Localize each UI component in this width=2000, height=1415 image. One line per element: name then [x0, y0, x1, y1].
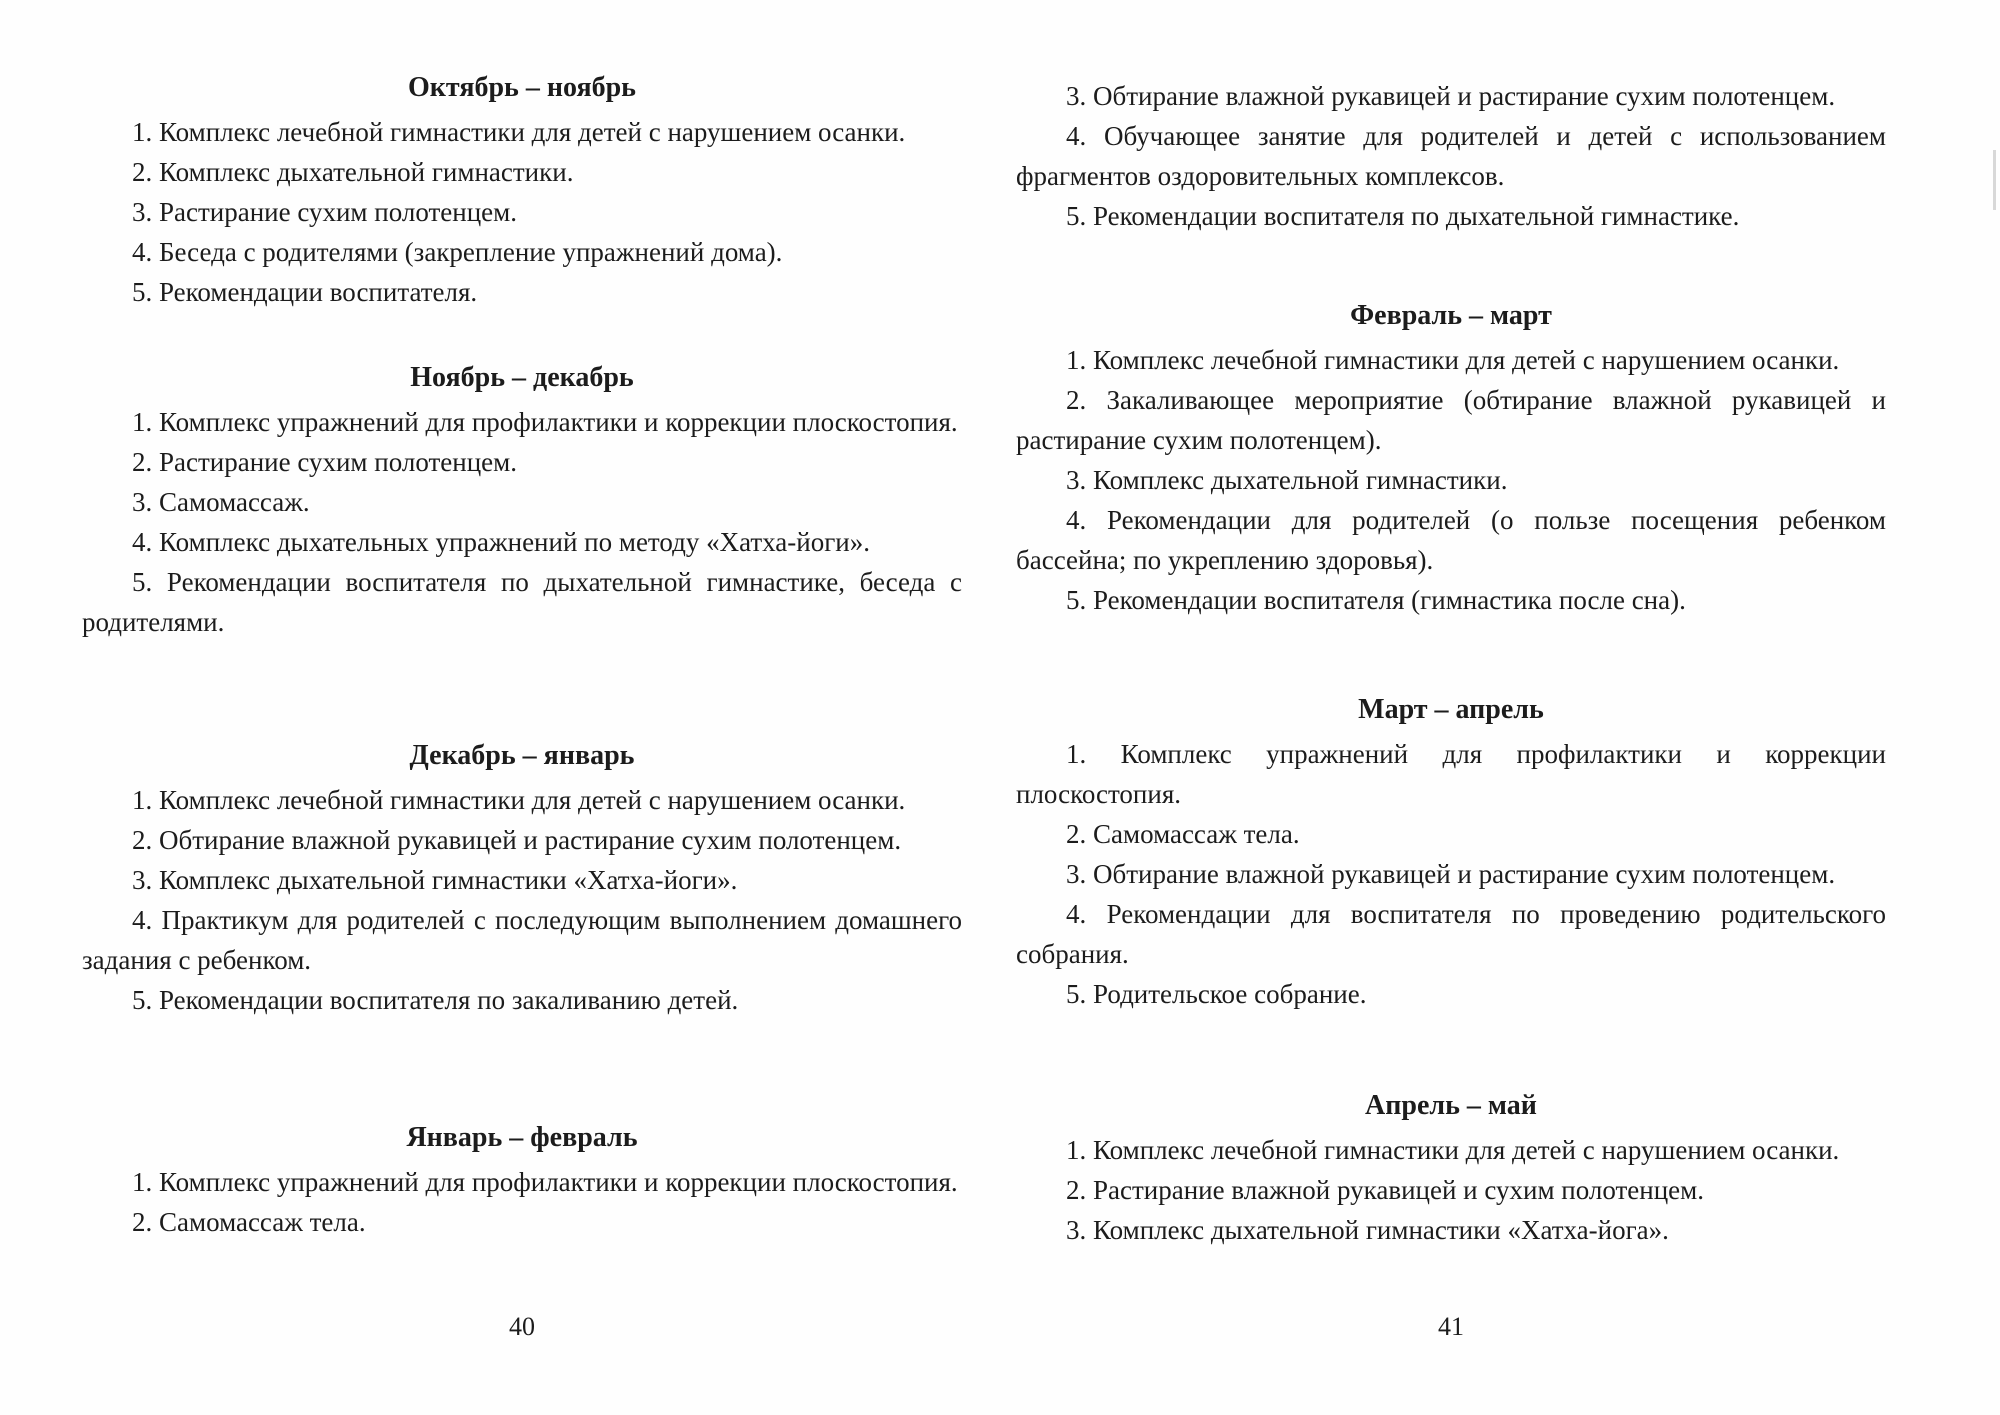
list-item: 4. Практикум для родителей с последующим выполнением домашнего задания с ребенком. [82, 905, 962, 975]
edge-shadow [1993, 150, 1996, 210]
list-item: 1. Комплекс упражнений для профилактики и коррекции плоскостопия. [132, 407, 958, 437]
list-item: 2. Растирание сухим полотенцем. [132, 447, 517, 477]
list-item: 2. Самомассаж тела. [1066, 819, 1300, 849]
list-item: 2. Комплекс дыхательной гимнастики. [132, 157, 574, 187]
list-item: 1. Комплекс лечебной гимнастики для детей с нарушением осанки. [132, 117, 906, 147]
list-item: 5. Рекомендации воспитателя по дыхательной гимнастике. [1066, 201, 1740, 231]
section-heading: Январь – февраль [406, 1122, 638, 1153]
list-item: 3. Обтирание влажной рукавицей и растирание сухим полотенцем. [1066, 81, 1836, 111]
list-item: 3. Растирание сухим полотенцем. [132, 197, 517, 227]
list-item: 5. Рекомендации воспитателя. [132, 277, 478, 307]
continuation-block [1016, 76, 1886, 236]
section-february-march [1016, 296, 1886, 620]
section-march-april [1016, 690, 1886, 1014]
list-item: 1. Комплекс упражнений для профилактики и коррекции плоскостопия. [1016, 739, 1886, 809]
page-number: 40 [509, 1312, 535, 1341]
list-item: 2. Обтирание влажной рукавицей и растирание сухим полотенцем. [132, 825, 902, 855]
list-item: 4. Обучающее занятие для родителей и детей с использованием фрагментов оздоровительных комплексов. [1016, 121, 1886, 191]
list-item: 1. Комплекс упражнений для профилактики и коррекции плоскостопия. [132, 1167, 958, 1197]
section-heading: Октябрь – ноябрь [408, 72, 636, 103]
list-item: 1. Комплекс лечебной гимнастики для детей с нарушением осанки. [1066, 345, 1840, 375]
section-heading: Март – апрель [1358, 694, 1544, 725]
section-december-january [82, 736, 962, 1020]
section-heading: Декабрь – январь [409, 740, 635, 771]
left-page [82, 0, 962, 1415]
list-item: 3. Обтирание влажной рукавицей и растирание сухим полотенцем. [1066, 859, 1836, 889]
list-item: 3. Комплекс дыхательной гимнастики. [1066, 465, 1508, 495]
list-item: 2. Самомассаж тела. [132, 1207, 366, 1237]
section-january-february [82, 1118, 962, 1242]
list-item: 5. Родительское собрание. [1066, 979, 1367, 1009]
list-item: 2. Растирание влажной рукавицей и сухим полотенцем. [1066, 1175, 1704, 1205]
list-item: 4. Беседа с родителями (закрепление упражнений дома). [132, 237, 783, 267]
list-item: 3. Комплекс дыхательной гимнастики «Хатха-йоги». [132, 865, 738, 895]
list-item: 5. Рекомендации воспитателя по закаливанию детей. [132, 985, 739, 1015]
list-item: 5. Рекомендации воспитателя (гимнастика после сна). [1066, 585, 1686, 615]
list-item: 4. Комплекс дыхательных упражнений по методу «Хатха-йоги». [132, 527, 871, 557]
list-item: 1. Комплекс лечебной гимнастики для детей с нарушением осанки. [1066, 1135, 1840, 1165]
list-item: 4. Рекомендации для родителей (о пользе посещения ребенком бассейна; по укреплению здоровья). [1016, 505, 1886, 575]
right-page [1016, 0, 1886, 1415]
list-item: 3. Самомассаж. [132, 487, 310, 517]
list-item: 3. Комплекс дыхательной гимнастики «Хатха-йога». [1066, 1215, 1669, 1245]
section-april-may [1016, 1086, 1886, 1250]
section-heading: Февраль – март [1350, 300, 1552, 331]
page-number: 41 [1438, 1312, 1464, 1341]
list-item: 1. Комплекс лечебной гимнастики для детей с нарушением осанки. [132, 785, 906, 815]
list-item: 2. Закаливающее мероприятие (обтирание влажной рукавицей и растирание сухим полотенцем). [1016, 385, 1886, 455]
section-heading: Ноябрь – декабрь [410, 362, 634, 393]
list-item: 4. Рекомендации для воспитателя по проведению родительского собрания. [1016, 899, 1886, 969]
section-november-december [82, 358, 962, 642]
list-item: 5. Рекомендации воспитателя по дыхательной гимнастике, беседа с родителями. [82, 567, 962, 637]
section-october-november [82, 68, 962, 312]
section-heading: Апрель – май [1365, 1090, 1537, 1121]
